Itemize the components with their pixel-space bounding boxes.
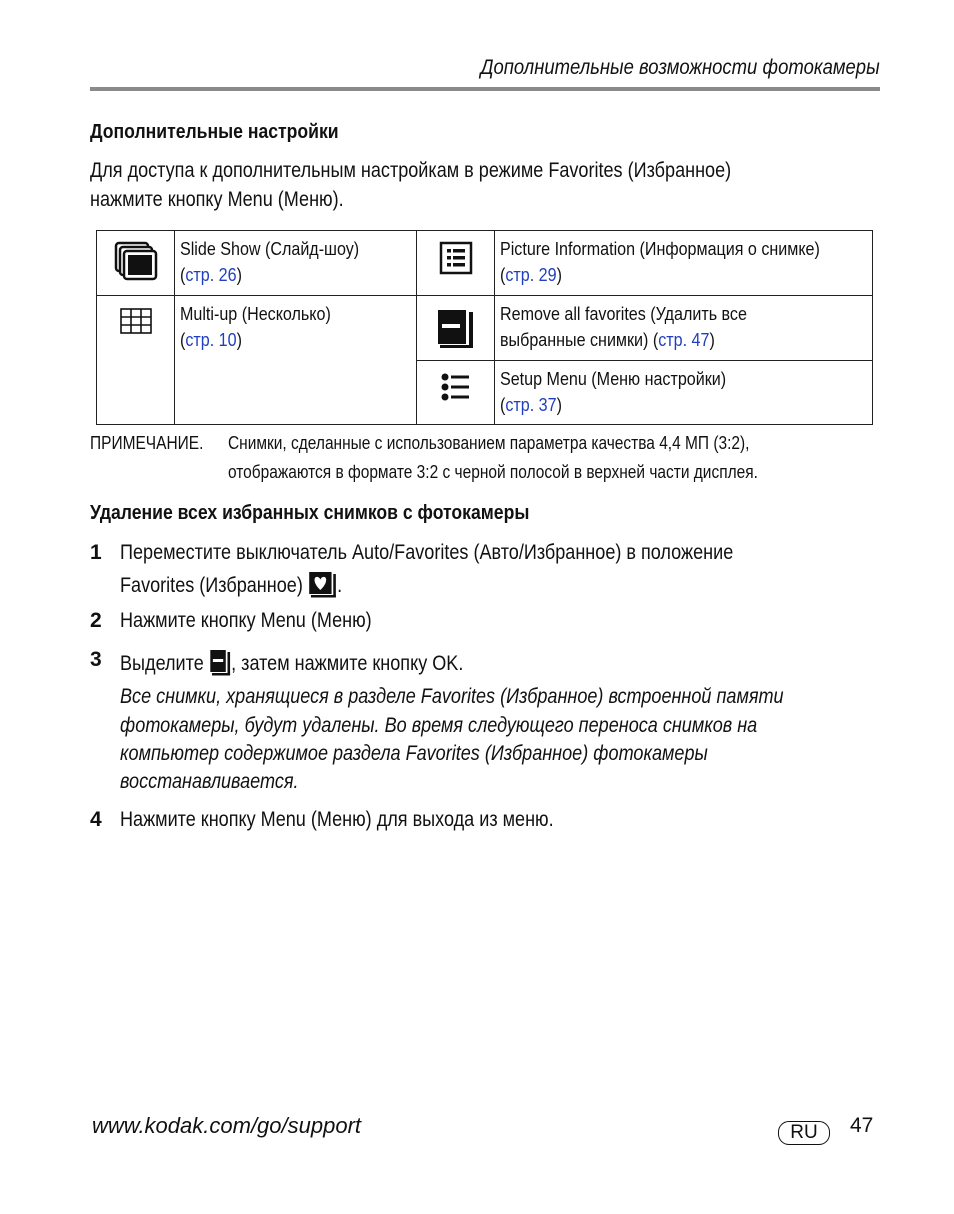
remove-favorites-label-2: выбранные снимки) — [500, 329, 649, 350]
section-heading-advanced-settings: Дополнительные настройки — [90, 121, 339, 143]
step-2-text: Нажмите кнопку Menu (Меню) — [120, 609, 372, 632]
setup-menu-option: Setup Menu (Меню настройки) (стр. 37) — [495, 361, 873, 425]
setup-menu-icon — [441, 373, 471, 401]
setup-menu-page-link[interactable]: стр. 37 — [505, 394, 557, 415]
setup-menu-label: Setup Menu (Меню настройки) — [500, 368, 727, 389]
step-4-text: Нажмите кнопку Menu (Меню) для выхода из меню. — [120, 808, 554, 831]
multiup-icon-cell — [97, 296, 175, 425]
multiup-page-link[interactable]: стр. 10 — [185, 329, 237, 350]
multiup-option: Multi-up (Несколько) (стр. 10) — [175, 296, 417, 425]
footer-support-url[interactable]: www.kodak.com/go/support — [92, 1113, 362, 1138]
step-number-1: 1 — [90, 541, 102, 564]
step-number-3: 3 — [90, 648, 102, 671]
remove-favorites-inline-icon — [209, 648, 231, 682]
intro-line-2: нажмите кнопку Menu (Меню). — [90, 188, 344, 211]
step-number-4: 4 — [90, 808, 102, 831]
remove-favorites-option: Remove all favorites (Удалить все выбранные снимки) (стр. 47) — [495, 296, 873, 361]
picture-info-label: Picture Information (Информация о снимке) — [500, 238, 820, 259]
language-badge: RU — [778, 1121, 830, 1145]
remove-favorites-page-link[interactable]: стр. 47 — [658, 329, 710, 350]
step-1-line-2: Favorites (Избранное) . — [120, 570, 342, 604]
intro-line-1: Для доступа к дополнительным настройкам в режиме Favorites (Избранное) — [90, 159, 732, 182]
multiup-label: Multi-up (Несколько) — [180, 303, 331, 324]
picture-info-page-link[interactable]: стр. 29 — [505, 264, 557, 285]
step-3-note-line-4: восстанавливается. — [120, 770, 299, 793]
picture-info-icon-cell — [417, 231, 495, 296]
step-3-after: , затем нажмите кнопку OK. — [231, 652, 464, 675]
note-line-1: Снимки, сделанные с использованием параметра качества 4,4 МП (3:2), — [228, 433, 750, 453]
slideshow-option: Slide Show (Слайд-шоу) (стр. 26) — [175, 231, 417, 296]
step-1-line-1: Переместите выключатель Auto/Favorites (Авто/Избранное) в положение — [120, 541, 734, 564]
options-table — [96, 230, 873, 425]
step-3-note-line-3: компьютер содержимое раздела Favorites (Избранное) фотокамеры — [120, 742, 708, 765]
step-3-before: Выделите — [120, 652, 204, 675]
step-1-favorites-text: Favorites (Избранное) — [120, 574, 303, 597]
remove-favorites-icon-cell — [417, 296, 495, 361]
remove-favorites-label-1: Remove all favorites (Удалить все — [500, 303, 747, 324]
setup-menu-icon-cell — [417, 361, 495, 425]
remove-favorites-icon — [436, 308, 476, 350]
page-header-title: Дополнительные возможности фотокамеры — [480, 56, 880, 79]
favorites-icon — [308, 570, 337, 604]
step-3-note-line-2: фотокамеры, будут удалены. Во время следующего переноса снимков на — [120, 714, 758, 737]
slideshow-label: Slide Show (Слайд-шоу) — [180, 238, 360, 259]
note-line-2: отображаются в формате 3:2 с черной полосой в верхней части дисплея. — [228, 462, 758, 482]
grid-icon — [120, 308, 152, 334]
note-label: ПРИМЕЧАНИЕ. — [90, 433, 204, 453]
page-number: 47 — [850, 1114, 874, 1137]
picture-info-icon — [439, 241, 473, 275]
picture-info-option: Picture Information (Информация о снимке) (стр. 29) — [495, 231, 873, 296]
step-number-2: 2 — [90, 609, 102, 632]
header-rule — [90, 87, 880, 91]
slideshow-page-link[interactable]: стр. 26 — [185, 264, 237, 285]
step-3-note-line-1: Все снимки, хранящиеся в разделе Favorites (Избранное) встроенной памяти — [120, 685, 784, 708]
slideshow-icon — [114, 241, 158, 281]
slideshow-icon-cell — [97, 231, 175, 296]
step-3-text — [120, 648, 463, 682]
section-heading-delete-favorites: Удаление всех избранных снимков с фотокамеры — [90, 502, 530, 524]
